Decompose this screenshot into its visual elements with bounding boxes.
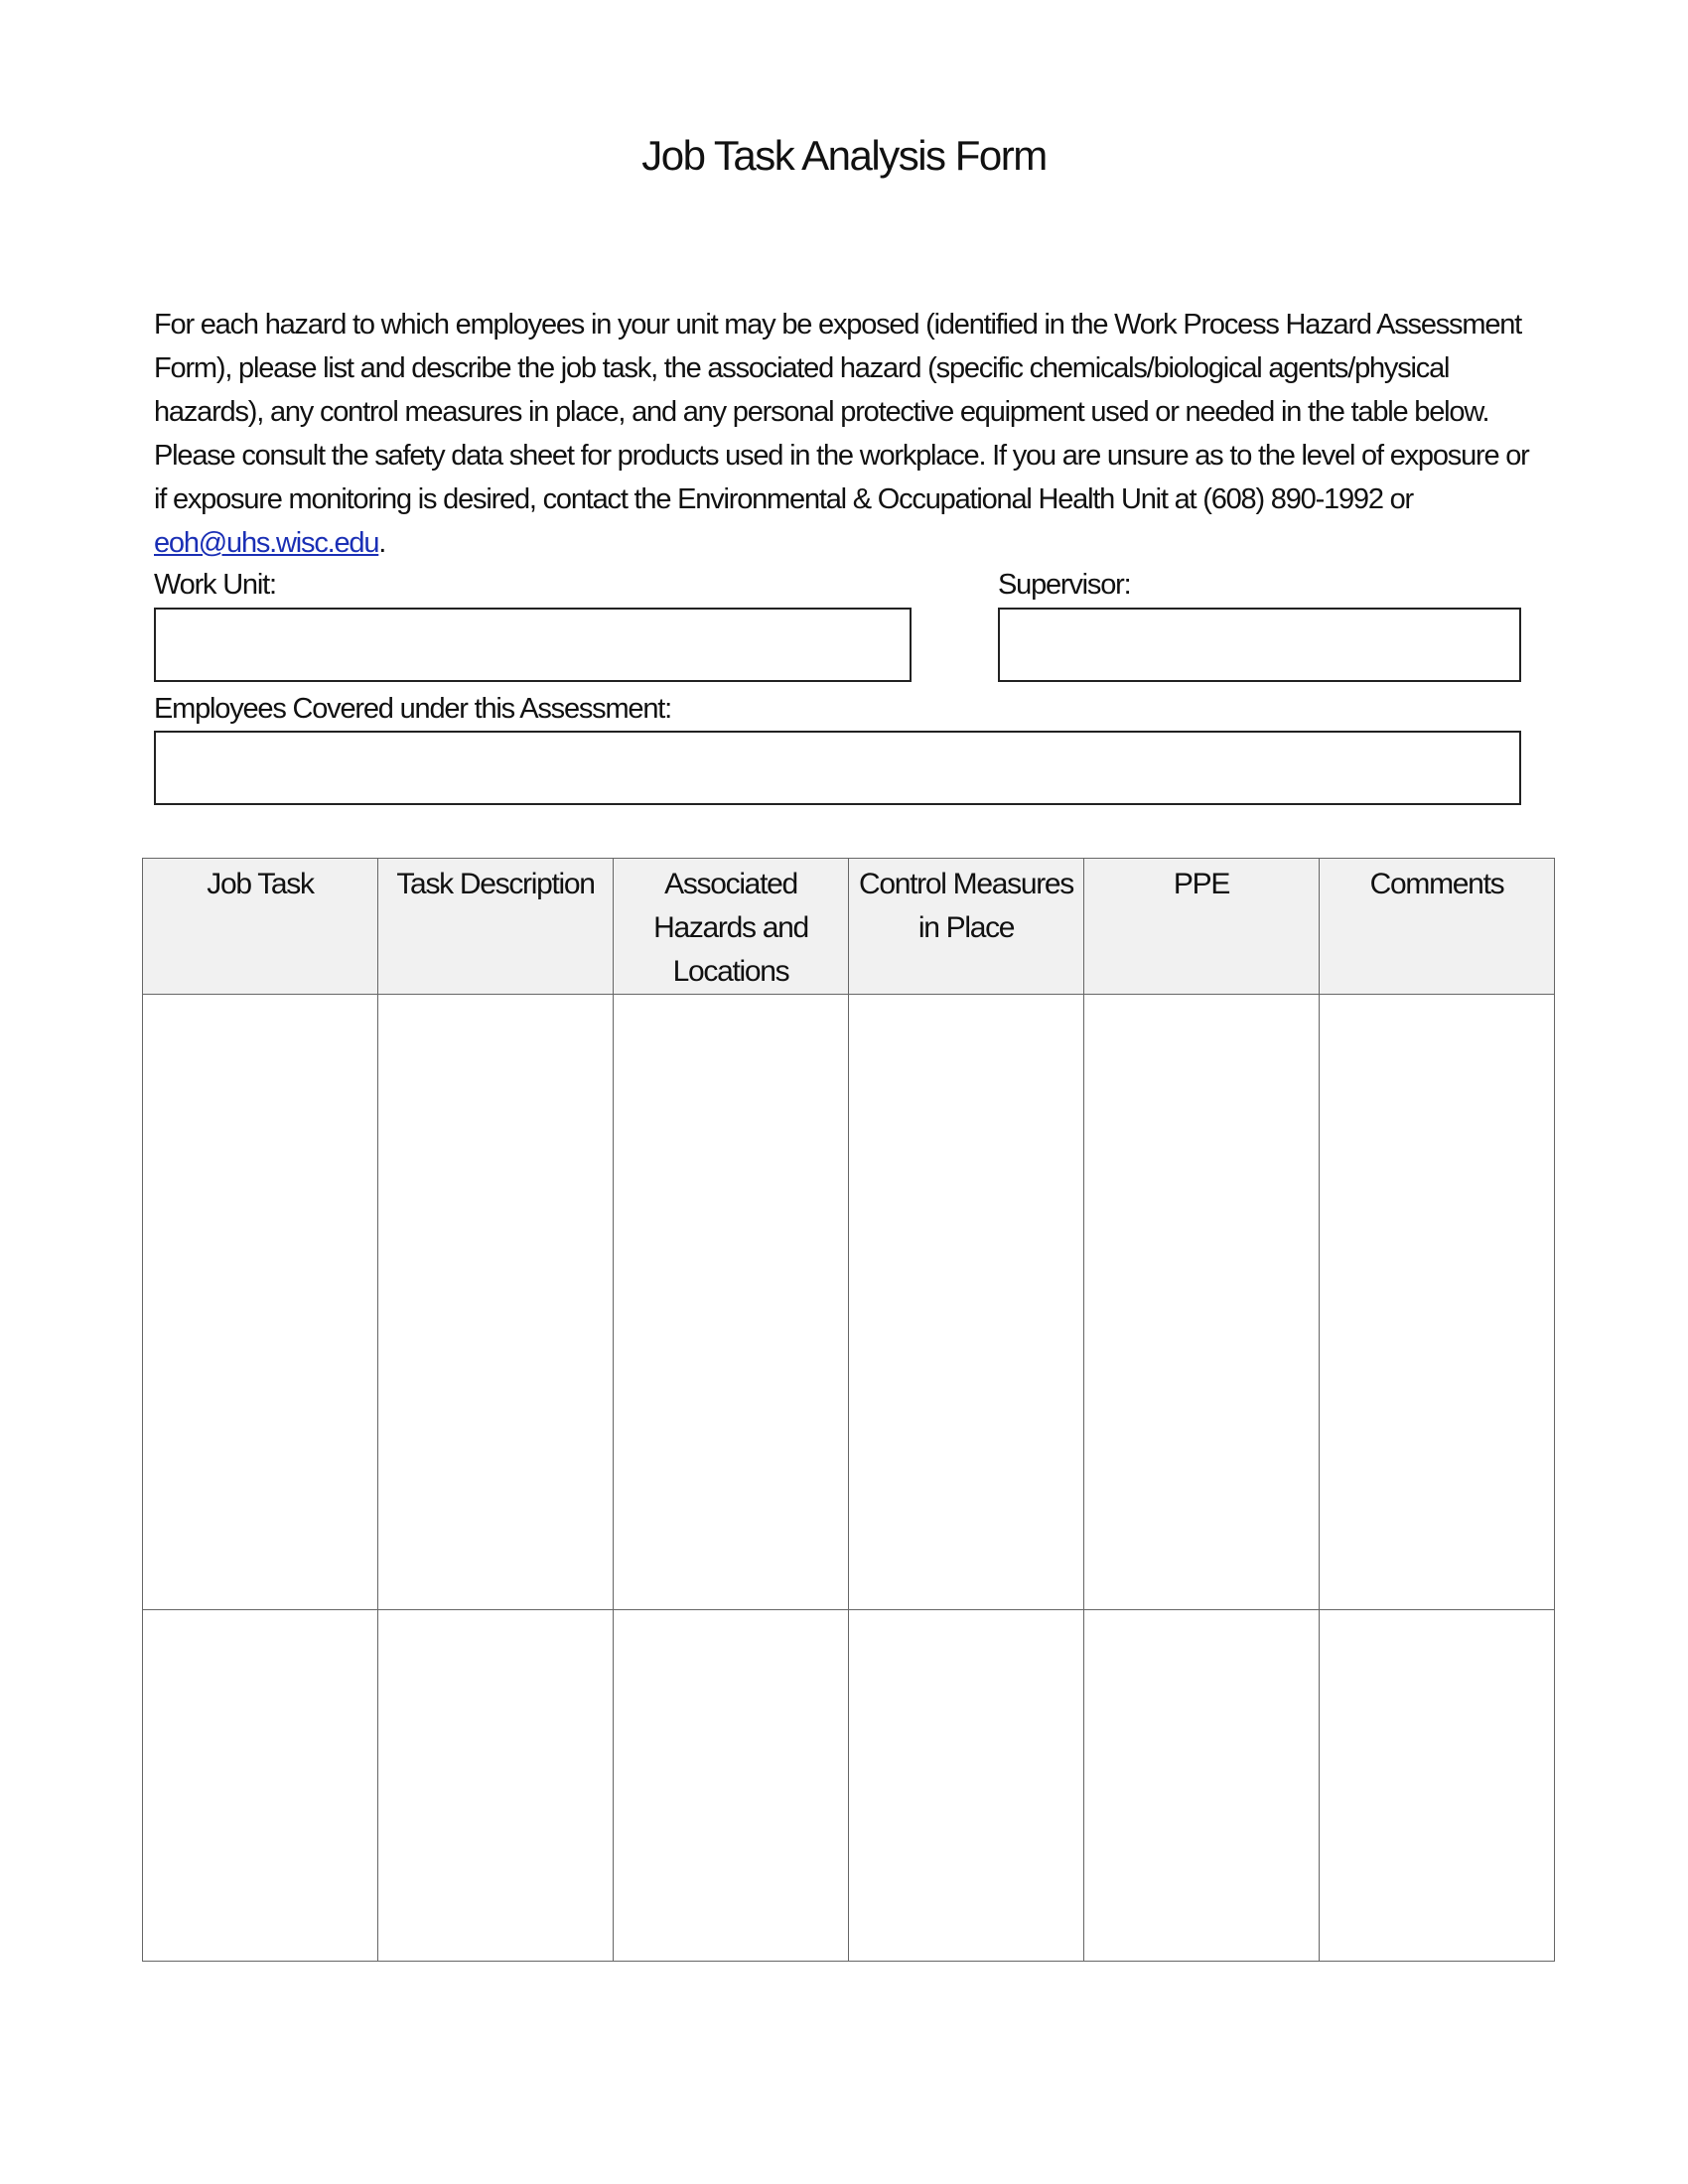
header-comments: Comments xyxy=(1320,859,1555,995)
table-row xyxy=(143,995,1555,1610)
header-control-measures: Control Measures in Place xyxy=(849,859,1084,995)
employees-covered-field[interactable] xyxy=(154,731,1521,805)
table-cell-comments[interactable] xyxy=(1320,1610,1555,1962)
header-job-task: Job Task xyxy=(143,859,378,995)
supervisor-label: Supervisor: xyxy=(998,569,1131,601)
table-cell-control-measures[interactable] xyxy=(849,995,1084,1610)
table-cell-job-task[interactable] xyxy=(143,995,378,1610)
header-associated-hazards: Associated Hazards and Locations xyxy=(614,859,849,995)
table-cell-associated-hazards[interactable] xyxy=(614,995,849,1610)
work-unit-field[interactable] xyxy=(154,608,912,682)
intro-paragraph xyxy=(154,303,1534,565)
table-cell-ppe[interactable] xyxy=(1084,995,1320,1610)
table-cell-task-description[interactable] xyxy=(378,995,614,1610)
contact-email-link[interactable]: eoh@uhs.wisc.edu xyxy=(154,527,379,559)
table-cell-ppe[interactable] xyxy=(1084,1610,1320,1962)
table-row xyxy=(143,1610,1555,1962)
header-task-description: Task Description xyxy=(378,859,614,995)
table-cell-job-task[interactable] xyxy=(143,1610,378,1962)
form-title: Job Task Analysis Form xyxy=(641,132,1047,179)
supervisor-field[interactable] xyxy=(998,608,1521,682)
table-cell-comments[interactable] xyxy=(1320,995,1555,1610)
table-header-row xyxy=(143,859,1555,995)
table-cell-task-description[interactable] xyxy=(378,1610,614,1962)
employees-covered-label: Employees Covered under this Assessment: xyxy=(154,693,671,725)
table-cell-associated-hazards[interactable] xyxy=(614,1610,849,1962)
work-unit-label: Work Unit: xyxy=(154,569,276,601)
table-cell-control-measures[interactable] xyxy=(849,1610,1084,1962)
intro-text: For each hazard to which employees in your unit may be exposed (identified in the Work Process Hazard Assessment Form), please list and describe the job task, the associated hazard (specific chemicals/biological agents/physical hazards), any control measures in place, and any personal protective equipment used or needed in the table below. Please consult the safety data sheet for products used in the workplace. If you are unsure as to the level of exposure or if exposure monitoring is desired, contact the Environmental & Occupational Health Unit at (608) 890-1992 or xyxy=(154,309,1529,515)
job-task-table xyxy=(142,858,1555,1962)
header-ppe: PPE xyxy=(1084,859,1320,995)
intro-end: . xyxy=(378,527,386,559)
